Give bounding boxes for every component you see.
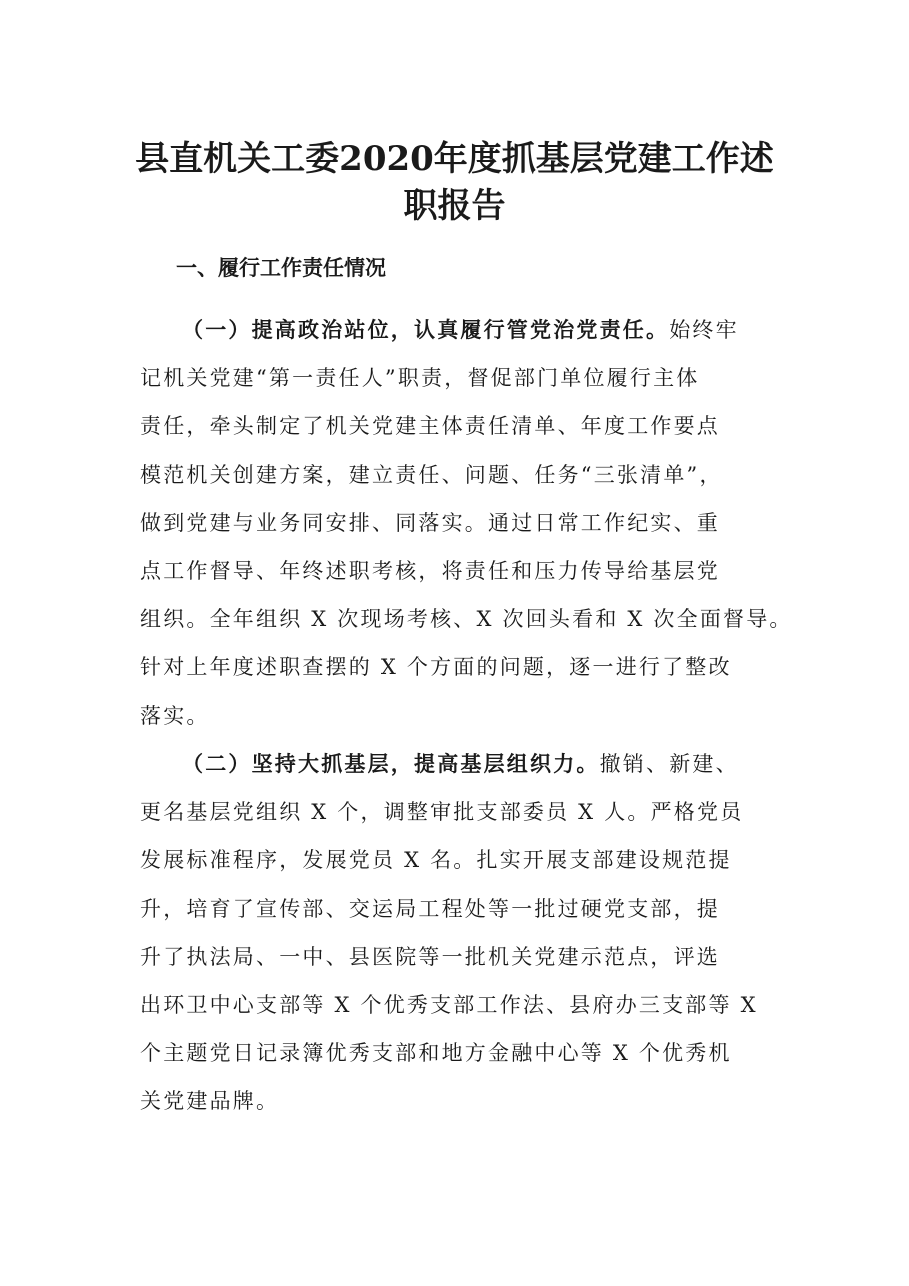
paragraph-line: 落实。 xyxy=(140,703,210,728)
paragraph-line: 记机关党建“第一责任人”职责，督促部门单位履行主体 xyxy=(140,366,700,391)
paragraph-lead: （二）坚持大抓基层，提高基层组织力。 xyxy=(182,751,600,776)
paragraph-line: 升了执法局、一中、县医院等一批机关党建示范点，评选 xyxy=(140,944,720,969)
paragraph-line: 升，培育了宣传部、交运局工程处等一批过硬党支部，提 xyxy=(140,896,720,921)
document-title xyxy=(100,136,809,230)
paragraph-text: 始终牢 xyxy=(669,318,739,342)
paragraph-line: 责任，牵头制定了机关党建主体责任清单、年度工作要点 xyxy=(140,414,720,439)
paragraph-1 xyxy=(140,306,793,740)
paragraph-line: 点工作督导、年终述职考核，将责任和压力传导给基层党 xyxy=(140,559,720,584)
title-line-1: 县直机关工委2020年度抓基层党建工作述 xyxy=(135,139,774,179)
paragraph-line: 组织。全年组织 X 次现场考核、X 次回头看和 X 次全面督导。 xyxy=(140,607,793,632)
paragraph-line: 关党建品牌。 xyxy=(140,1089,280,1114)
paragraph-line: 出环卫中心支部等 X 个优秀支部工作法、县府办三支部等 X xyxy=(140,993,758,1018)
paragraph-first-line xyxy=(140,306,790,354)
paragraph-2 xyxy=(140,740,790,1126)
paragraph-line: 针对上年度述职查摆的 X 个方面的问题，逐一进行了整改 xyxy=(140,655,732,680)
paragraph-line: 个主题党日记录簿优秀支部和地方金融中心等 X 个优秀机 xyxy=(140,1041,732,1066)
title-line-2: 职报告 xyxy=(403,186,506,226)
paragraph-text: 撤销、新建、 xyxy=(599,752,739,776)
paragraph-line: 发展标准程序，发展党员 X 名。扎实开展支部建设规范提 xyxy=(140,848,732,873)
paragraph-line: 做到党建与业务同安排、同落实。通过日常工作纪实、重 xyxy=(140,510,720,535)
section-heading: 一、履行工作责任情况 xyxy=(176,256,386,280)
paragraph-line: 模范机关创建方案，建立责任、问题、任务“三张清单”， xyxy=(140,462,723,487)
paragraph-lead: （一）提高政治站位，认真履行管党治党责任。 xyxy=(182,317,670,342)
paragraph-line: 更名基层党组织 X 个，调整审批支部委员 X 人。严格党员 xyxy=(140,800,744,825)
paragraph-first-line xyxy=(140,740,790,788)
